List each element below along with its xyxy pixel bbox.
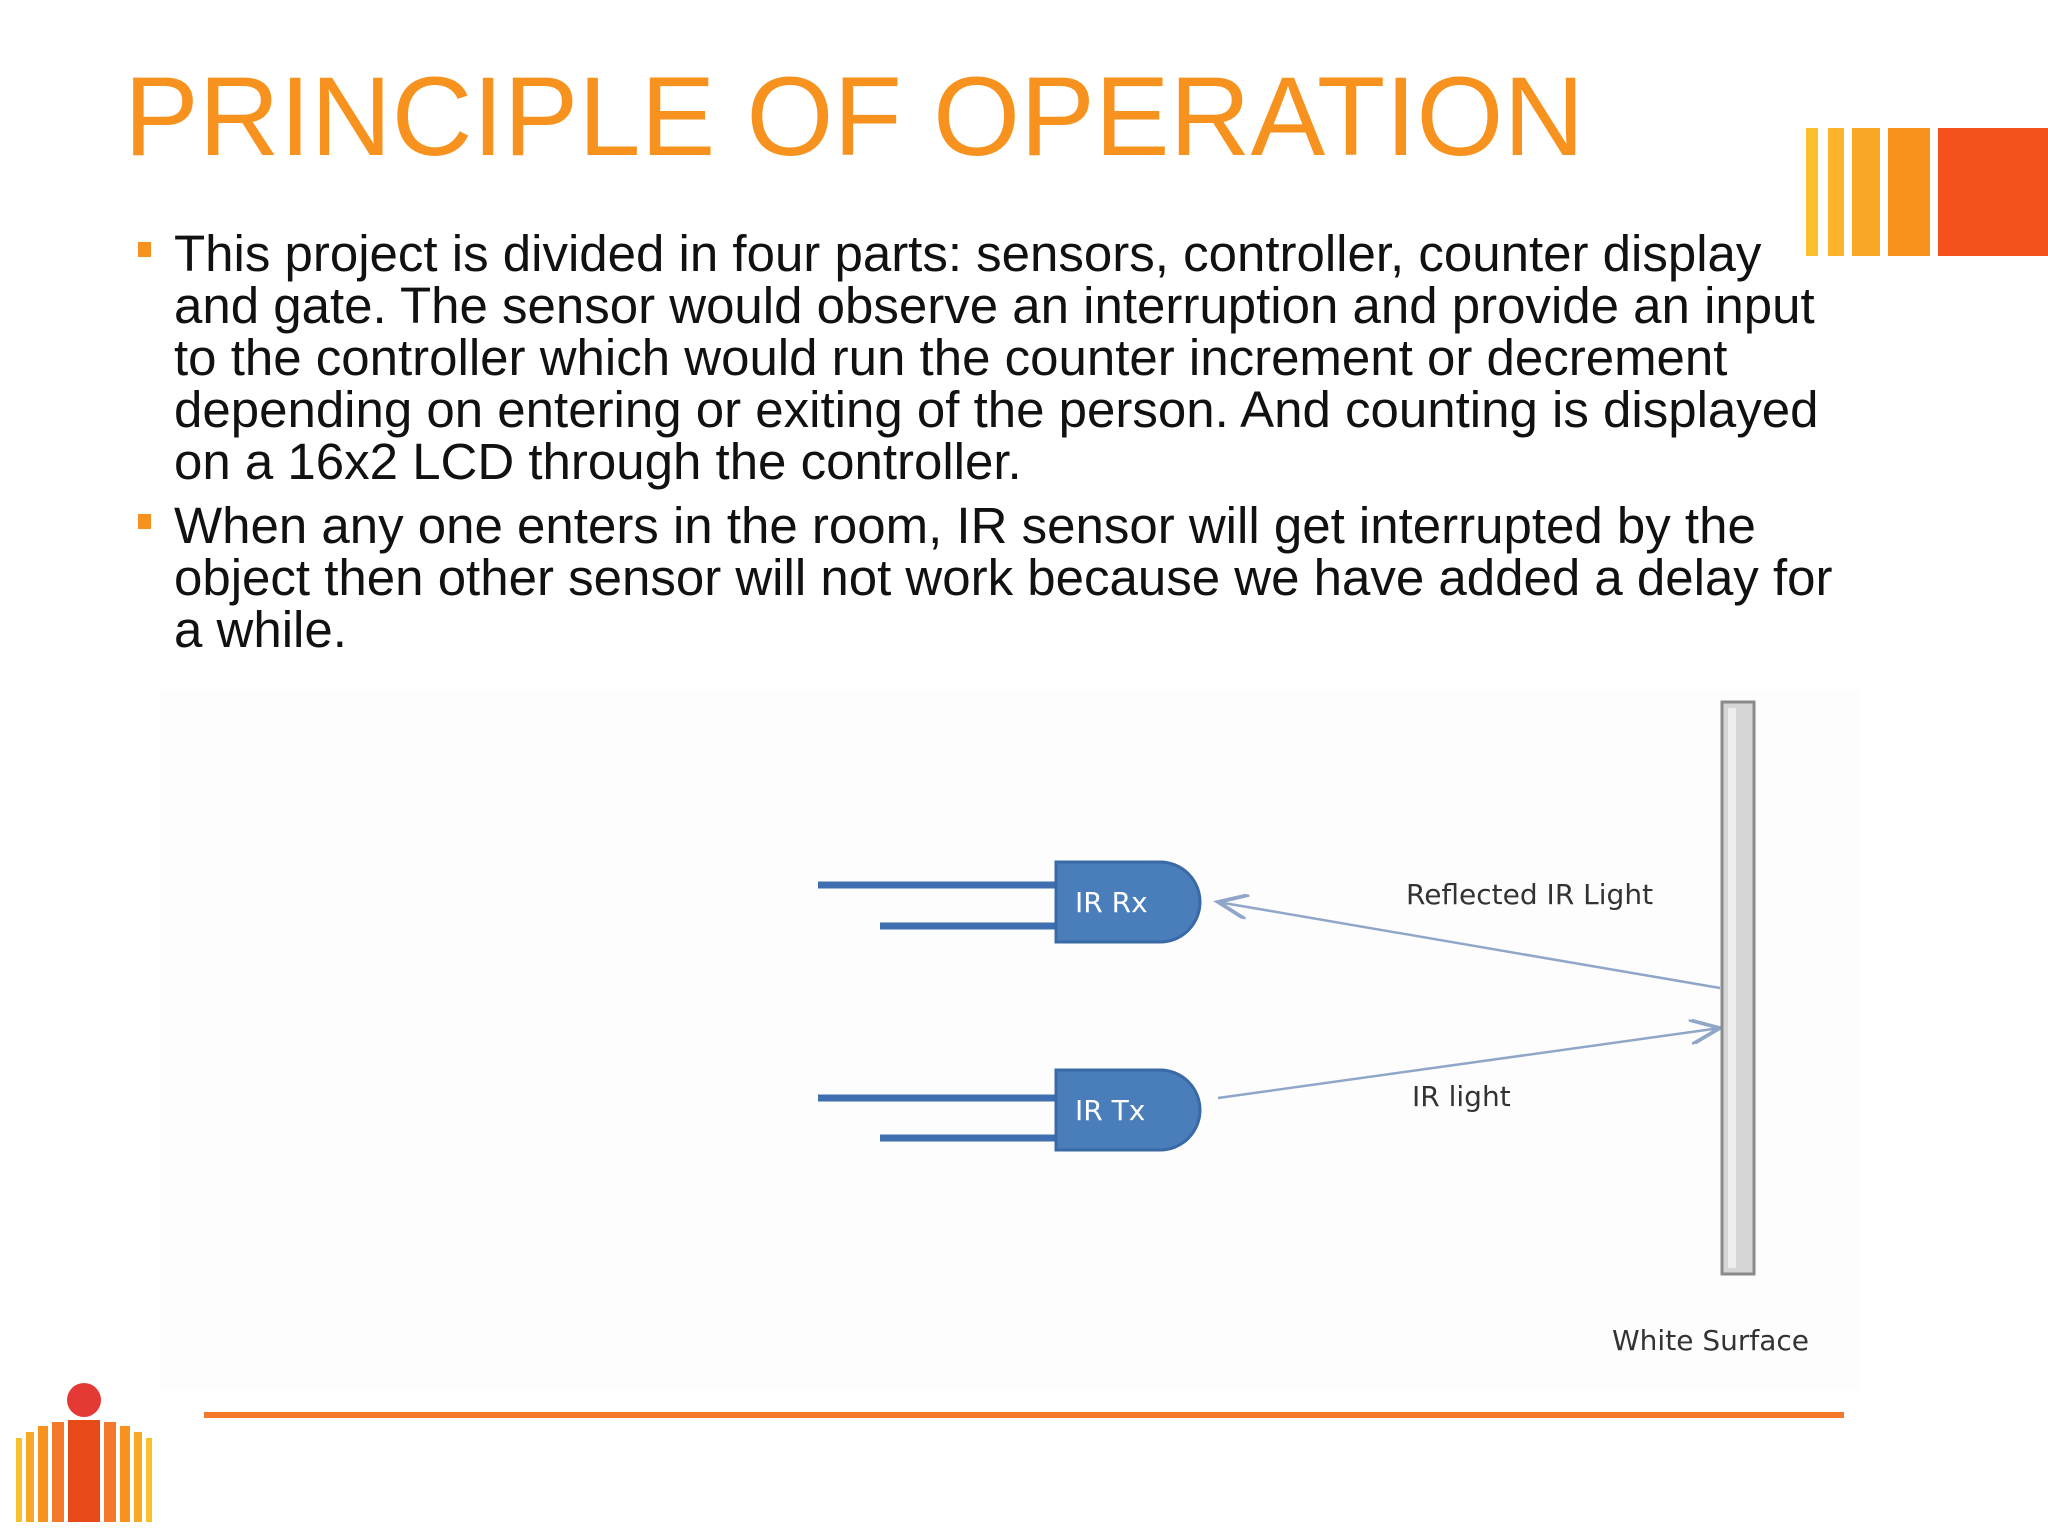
footer-divider <box>204 1412 1844 1418</box>
emitted-light-label: IR light <box>1412 1080 1511 1113</box>
ir-sensor-diagram <box>160 690 1860 1390</box>
bullet-item <box>138 497 1838 658</box>
bullet-text: When any one enters in the room, IR sensor will get interrupted by the object then other sensor will not work because we have added a delay for a while. <box>174 497 1833 658</box>
stripe-bars-icon <box>1806 128 2048 256</box>
white-surface-panel <box>1722 702 1754 1274</box>
bullet-text: This project is divided in four parts: sensors, controller, counter display and gate. The sensor would observe an interruption and provide an input to the controller which would run the counter increment or decrement depending on entering or exiting of the person. And counting is displayed on a 16x2 LCD through the controller. <box>174 225 1819 490</box>
slide-title: PRINCIPLE OF OPERATION <box>124 54 1585 179</box>
reflected-light-label: Reflected IR Light <box>1406 878 1654 911</box>
bullet-square-icon <box>138 242 151 257</box>
white-surface-label: White Surface <box>1612 1324 1809 1357</box>
reflected-ray-arrow <box>1218 902 1720 988</box>
diagram-graphics <box>160 690 1860 1390</box>
bullet-square-icon <box>138 514 151 529</box>
ir-tx-label: IR Tx <box>1075 1094 1146 1127</box>
bullet-item <box>138 225 1838 490</box>
bullet-list <box>138 225 1838 668</box>
ir-rx-label: IR Rx <box>1075 886 1148 919</box>
university-logo-icon <box>14 1376 160 1526</box>
